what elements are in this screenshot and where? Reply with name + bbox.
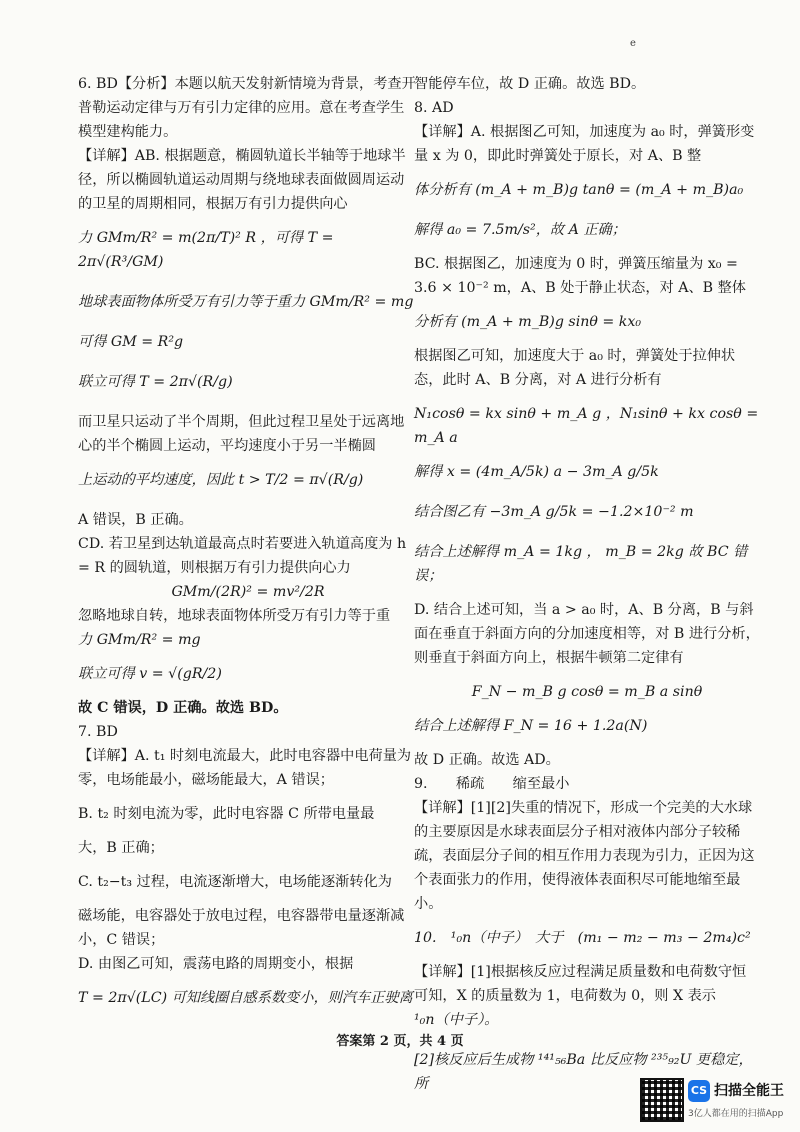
q6-eq-gravity: 地球表面物体所受万有引力等于重力 GMm/R² = mg <box>78 294 414 310</box>
q8-eq-fn: 结合上述解得 F_N = 16 + 1.2a(N) <box>414 718 648 734</box>
q6-eq-t-compare: 上运动的平均速度，因此 t > T/2 = π√(R/g) <box>78 472 364 488</box>
camscanner-name: 扫描全能王 <box>714 1083 784 1099</box>
q8-text-separation: 根据图乙可知，加速度大于 a₀ 时，弹簧处于拉伸状态，此时 A、B 分离，对 A 进行分析有 <box>414 348 736 388</box>
q7-answer: 7. BD <box>78 724 118 740</box>
q6-detail-ab: 【详解】AB. 根据题意，椭圆轨道长半轴等于地球半径，所以椭圆轨道运动周期与绕地球表面做圆周运动的卫星的周期相同，根据万有引力提供向心 <box>78 148 406 212</box>
q9-answer: 9. 稀疏 缩至最小 <box>414 776 570 792</box>
q7-detail-b-cont: 大，B 正确； <box>78 840 164 856</box>
left-column <box>78 72 418 1010</box>
qr-code-icon <box>640 1078 684 1122</box>
q6-eq-t: 联立可得 T = 2π√(R/g) <box>78 374 233 390</box>
q6-text-ignore-rotation: 忽略地球自转，地球表面物体所受万有引力等于重 <box>78 608 391 624</box>
q10-neutron: ¹₀n（中子）。 <box>414 1012 499 1028</box>
q6-ab-conclusion: A 错误，B 正确。 <box>78 512 193 528</box>
q6-eq-gm: 可得 GM = R²g <box>78 334 184 350</box>
q7-detail-d: D. 由图乙可知，震荡电路的周期变小，根据 <box>78 956 354 972</box>
q6-text-half-period: 而卫星只运动了半个周期，但此过程卫星处于远离地心的半个椭圆上运动，平均速度小于另一半椭圆 <box>78 414 405 454</box>
camscanner-logo-icon: CS <box>688 1080 710 1102</box>
q8-detail-d: D. 结合上述可知，当 a > a₀ 时，A、B 分离，B 与斜面在垂直于斜面方向的分加速度相等，对 B 进行分析，则垂直于斜面方向上，根据牛顿第二定律有 <box>414 602 760 666</box>
q8-eq-tan: 体分析有 (m_A + m_B)g tanθ = (m_A + m_B)a₀ <box>414 182 744 198</box>
q8-detail-bc: BC. 根据图乙，加速度为 0 时，弹簧压缩量为 x₀ = 3.6 × 10⁻² m，A、B 处于静止状态，对 A、B 整体 <box>414 256 746 296</box>
q9-detail: 【详解】[1][2]失重的情况下，形成一个完美的大水球的主要原因是水球表面层分子相对液体内部分子较稀疏，表面层分子间的相互作用力表现为引力，正因为这个表面张力的作用，使得液体表面积尽可能地缩至最小。 <box>414 800 755 912</box>
top-mark: e <box>630 38 636 49</box>
q8-conclusion: 故 D 正确。故选 AD。 <box>414 752 560 768</box>
q7-detail-c: C. t₂−t₃ 过程，电流逐渐增大，电场能逐渐转化为 <box>78 874 392 890</box>
q10-detail-2: [2]核反应后生成物 ¹⁴¹₅₆Ba 比反应物 ²³⁵₉₂U 更稳定，所 <box>414 1052 753 1092</box>
q7-detail-c-cont: 磁场能，电容器处于放电过程，电容器带电量逐渐减小，C 错误； <box>78 908 405 948</box>
q8-eq-sin: 分析有 (m_A + m_B)g sinθ = kx₀ <box>414 314 642 330</box>
q6-detail-cd: CD. 若卫星到达轨道最高点时若要进入轨道高度为 h = R 的圆轨道，则根据万有引力提供向心力 <box>78 536 407 576</box>
q8-eq-intercept: 结合图乙有 −3m_A g/5k = −1.2×10⁻² m <box>414 504 694 520</box>
q6-analysis: 6. BD【分析】本题以航天发射新情境为背景，考查开普勒运动定律与万有引力定律的应用。意在考查学生模型建构能力。 <box>78 76 416 140</box>
q8-eq-x: 解得 x = (4m_A/5k) a − 3m_A g/5k <box>414 464 659 480</box>
q8-eq-a0: 解得 a₀ = 7.5m/s²，故 A 正确； <box>414 222 626 238</box>
q6-cd-conclusion: 故 C 错误，D 正确。故选 BD。 <box>78 700 288 716</box>
q7-detail-b: B. t₂ 时刻电流为零，此时电容器 C 所带电量最 <box>78 806 375 822</box>
page-footer: 答案第 2 页，共 4 页 <box>336 1034 464 1049</box>
q8-answer: 8. AD <box>414 100 454 116</box>
q6-eq-period: 力 GMm/R² = m(2π/T)² R ，可得 T = 2π√(R³/GM) <box>78 230 334 270</box>
q8-detail-a: 【详解】A. 根据图乙可知，加速度为 a₀ 时，弹簧形变量 x 为 0，即此时弹簧处于原长，对 A、B 整 <box>414 124 755 164</box>
q10-detail-1: 【详解】[1]根据核反应过程满足质量数和电荷数守恒可知，X 的质量数为 1，电荷数为 0，则 X 表示 <box>414 964 747 1004</box>
q7-conclusion: 智能停车位，故 D 正确。故选 BD。 <box>414 76 646 92</box>
q7-eq-lc: T = 2π√(LC) 可知线圈自感系数变小，则汽车正驶离 <box>78 990 413 1006</box>
q8-eq-forces: N₁cosθ = kx sinθ + m_A g ，N₁sinθ + kx cosθ = m_A a <box>414 406 759 446</box>
right-column <box>414 72 760 1096</box>
q8-eq-normal: F_N − m_B g cosθ = m_B a sinθ <box>471 684 703 700</box>
q7-detail-a: 【详解】A. t₁ 时刻电流最大，此时电容器中电荷量为零，电场能最小，磁场能最大，A 错误； <box>78 748 412 788</box>
q6-eq-centripetal: GMm/(2R)² = mv²/2R <box>171 584 325 600</box>
q6-eq-v: 联立可得 v = √(gR/2) <box>78 666 222 682</box>
q6-eq-gravity-2: 力 GMm/R² = mg <box>78 632 201 648</box>
q10-answer: 10. ¹₀n（中子） 大于 (m₁ − m₂ − m₃ − 2m₄)c² <box>414 930 751 946</box>
camscanner-tagline: 3亿人都在用的扫描App <box>688 1109 784 1119</box>
q8-eq-masses: 结合上述解得 m_A = 1kg ， m_B = 2kg 故 BC 错误； <box>414 544 748 584</box>
